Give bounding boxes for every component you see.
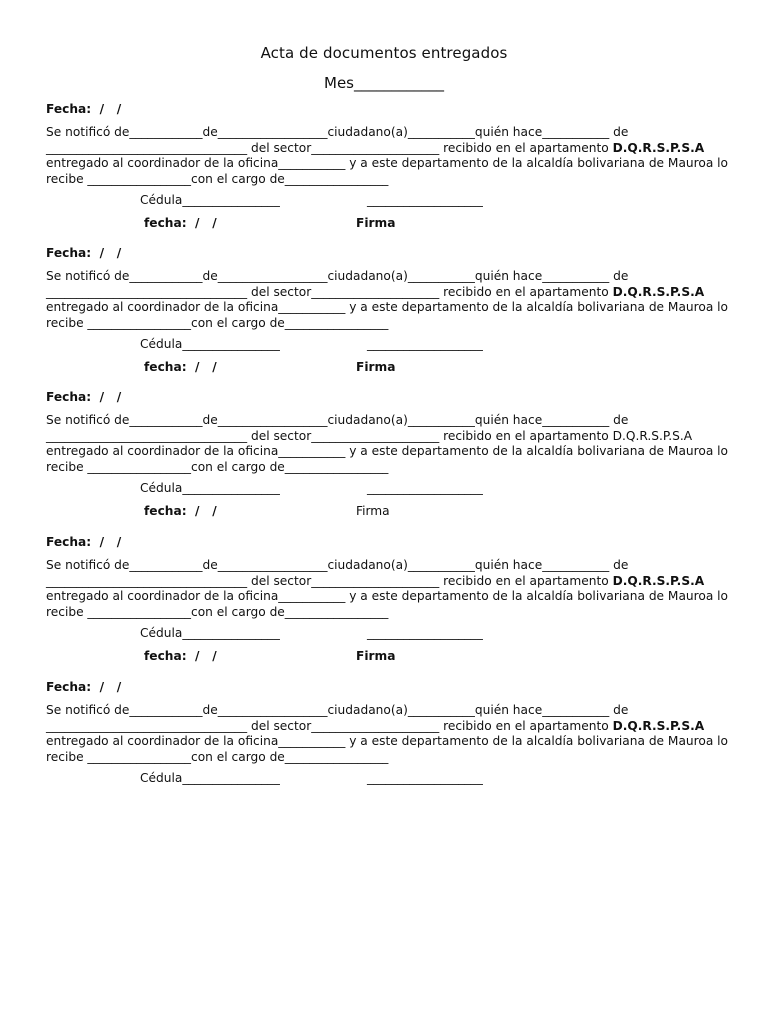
- paragraph-line-4: recibe _________________con el cargo de_________________: [46, 459, 389, 474]
- signature-line: ___________________: [367, 337, 483, 351]
- paragraph-line-2-text: _________________________________ del sector_____________________ recibido en el apartamento: [46, 573, 613, 588]
- fecha-header: Fecha: / /: [46, 535, 122, 549]
- fecha-header: Fecha: / /: [46, 390, 122, 404]
- notification-paragraph: [46, 269, 729, 331]
- paragraph-line-4: recibe _________________con el cargo de_________________: [46, 749, 389, 764]
- firma-label: Firma: [356, 216, 396, 230]
- notification-paragraph: [46, 703, 729, 765]
- notification-paragraph: [46, 413, 729, 475]
- cedula-field: Cédula________________: [140, 481, 280, 495]
- paragraph-line-2: [46, 429, 722, 445]
- fecha-header: Fecha: / /: [46, 680, 122, 694]
- department-code: D.Q.R.S.P.S.A: [612, 428, 693, 443]
- paragraph-line-1: Se notificó de____________de__________________ciudadano(a)___________quién hace___________ de: [46, 413, 629, 427]
- paragraph-line-3: entregado al coordinador de la oficina___________ y a este departamento de la alcaldía bolivariana de Mauroa lo: [46, 734, 729, 748]
- fecha-label: fecha: / /: [144, 360, 217, 374]
- notification-paragraph: [46, 125, 729, 187]
- paragraph-line-2-text: _________________________________ del sector_____________________ recibido en el apartamento: [46, 140, 613, 155]
- department-code: D.Q.R.S.P.S.A: [612, 573, 705, 588]
- paragraph-line-3: entregado al coordinador de la oficina___________ y a este departamento de la alcaldía bolivariana de Mauroa lo: [46, 300, 729, 314]
- paragraph-line-3: entregado al coordinador de la oficina___________ y a este departamento de la alcaldía bolivariana de Mauroa lo: [46, 444, 729, 458]
- paragraph-line-1: Se notificó de____________de__________________ciudadano(a)___________quién hace___________ de: [46, 558, 629, 572]
- firma-label: Firma: [356, 504, 390, 518]
- notification-paragraph: [46, 558, 729, 620]
- fecha-label: fecha: / /: [144, 216, 217, 230]
- paragraph-line-1: Se notificó de____________de__________________ciudadano(a)___________quién hace___________ de: [46, 703, 629, 717]
- cedula-field: Cédula________________: [140, 626, 280, 640]
- paragraph-line-3: entregado al coordinador de la oficina___________ y a este departamento de la alcaldía bolivariana de Mauroa lo: [46, 156, 729, 170]
- firma-label: Firma: [356, 360, 396, 374]
- cedula-field: Cédula________________: [140, 337, 280, 351]
- paragraph-line-1: Se notificó de____________de__________________ciudadano(a)___________quién hace___________ de: [46, 269, 629, 283]
- paragraph-line-2: [46, 141, 722, 157]
- paragraph-line-2-text: _________________________________ del sector_____________________ recibido en el apartamento: [46, 718, 613, 733]
- fecha-header: Fecha: / /: [46, 102, 122, 116]
- fecha-label: fecha: / /: [144, 504, 217, 518]
- signature-line: ___________________: [367, 193, 483, 207]
- department-code: D.Q.R.S.P.S.A: [612, 140, 705, 155]
- paragraph-line-3: entregado al coordinador de la oficina___________ y a este departamento de la alcaldía bolivariana de Mauroa lo: [46, 589, 729, 603]
- paragraph-line-4: recibe _________________con el cargo de_________________: [46, 315, 389, 330]
- cedula-field: Cédula________________: [140, 771, 280, 785]
- paragraph-line-4: recibe _________________con el cargo de_________________: [46, 171, 389, 186]
- signature-line: ___________________: [367, 771, 483, 785]
- document-title: Acta de documentos entregados: [260, 44, 508, 62]
- department-code: D.Q.R.S.P.S.A: [612, 718, 705, 733]
- paragraph-line-4: recibe _________________con el cargo de_________________: [46, 604, 389, 619]
- department-code: D.Q.R.S.P.S.A: [612, 284, 705, 299]
- paragraph-line-1: Se notificó de____________de__________________ciudadano(a)___________quién hace___________ de: [46, 125, 629, 139]
- fecha-label: fecha: / /: [144, 649, 217, 663]
- signature-line: ___________________: [367, 626, 483, 640]
- month-line: Mes____________: [324, 74, 444, 92]
- paragraph-line-2-text: _________________________________ del sector_____________________ recibido en el apartamento: [46, 428, 613, 443]
- cedula-field: Cédula________________: [140, 193, 280, 207]
- firma-label: Firma: [356, 649, 396, 663]
- signature-line: ___________________: [367, 481, 483, 495]
- paragraph-line-2: [46, 285, 722, 301]
- paragraph-line-2-text: _________________________________ del sector_____________________ recibido en el apartamento: [46, 284, 613, 299]
- fecha-header: Fecha: / /: [46, 246, 122, 260]
- paragraph-line-2: [46, 719, 722, 735]
- paragraph-line-2: [46, 574, 722, 590]
